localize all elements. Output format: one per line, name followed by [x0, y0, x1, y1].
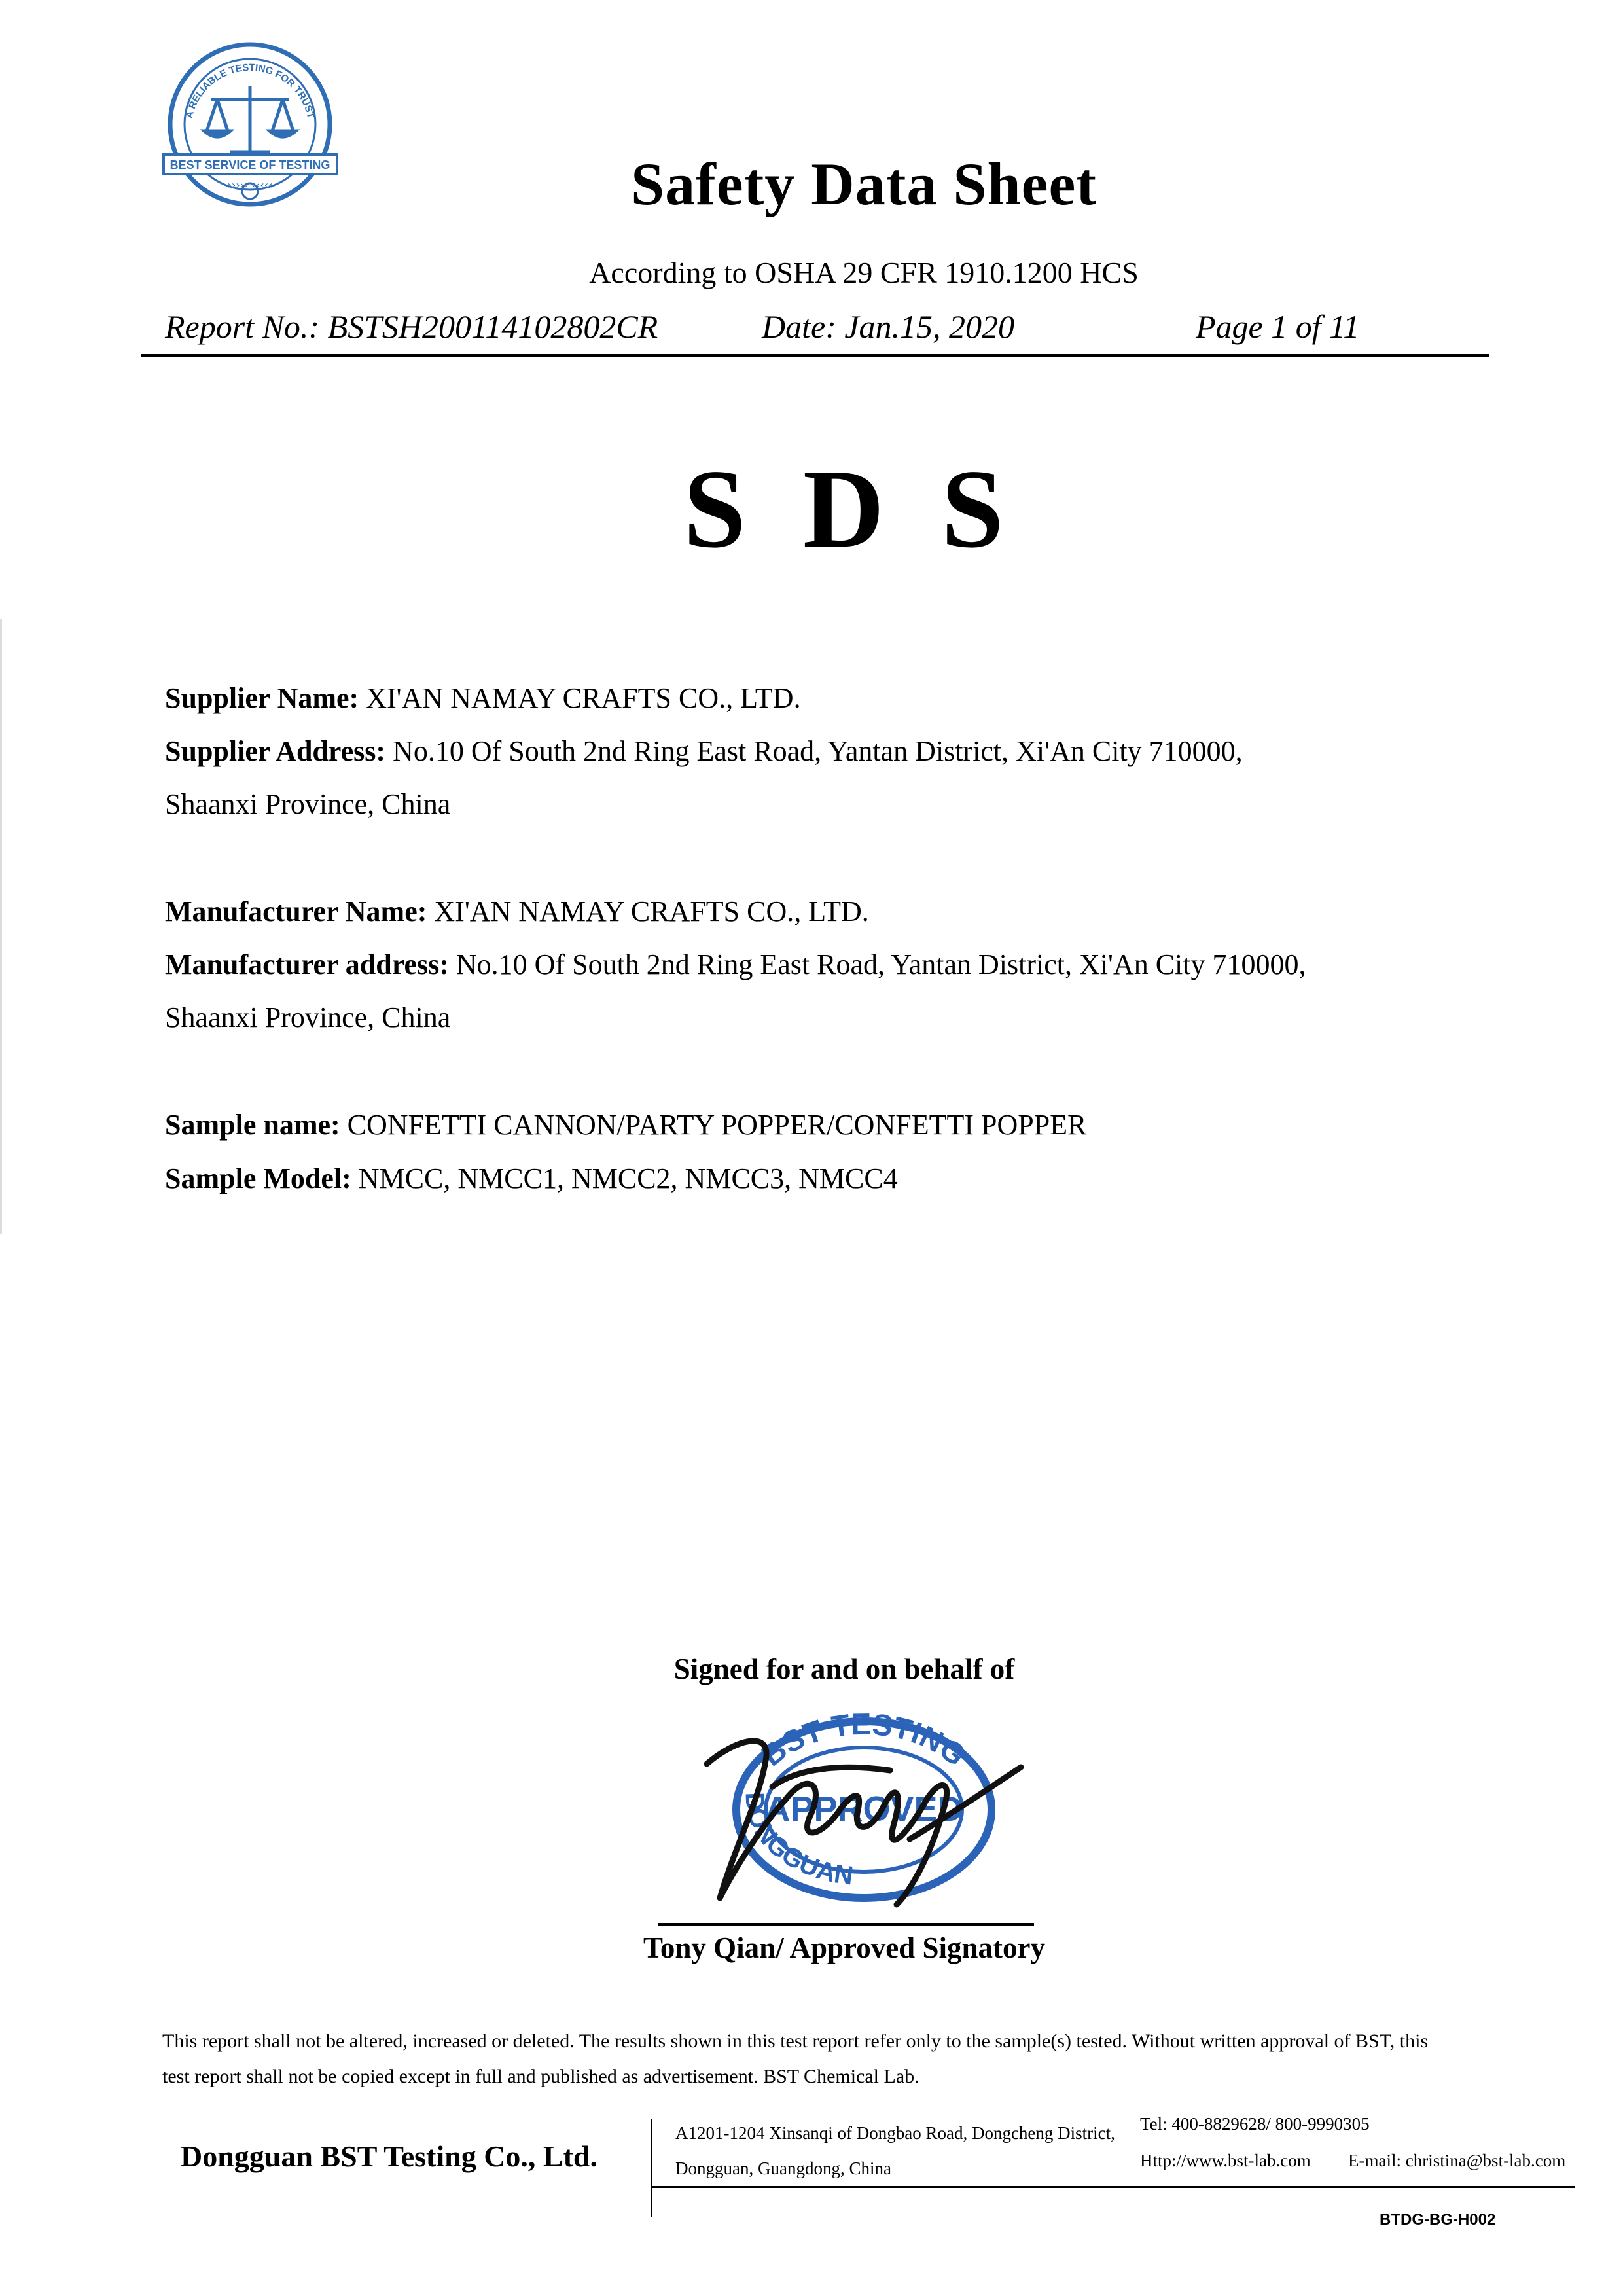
manufacturer-name-value: XI'AN NAMAY CRAFTS CO., LTD.: [427, 895, 869, 927]
sample-name-row: [165, 1111, 1086, 1139]
svg-text:››››› ‹‹‹‹‹: ››››› ‹‹‹‹‹: [227, 179, 273, 191]
supplier-name-row: [165, 684, 801, 713]
manufacturer-address-label: Manufacturer address:: [165, 948, 449, 980]
report-date: Date: Jan.15, 2020: [762, 308, 1015, 345]
company-tel: Tel: 400-8829628/ 800-9990305: [1140, 2114, 1370, 2134]
sample-model-row: [165, 1164, 898, 1193]
signed-on-behalf: Signed for and on behalf of: [673, 1653, 1015, 1685]
scales-icon: [204, 86, 296, 152]
signatory-name: Tony Qian/ Approved Signatory: [643, 1931, 1045, 1964]
logo-banner-text: BEST SERVICE OF TESTING: [169, 158, 330, 171]
supplier-name-value: XI'AN NAMAY CRAFTS CO., LTD.: [359, 682, 801, 714]
supplier-address-label: Supplier Address:: [165, 735, 386, 767]
company-address-line-2: Dongguan, Guangdong, China: [675, 2159, 891, 2178]
footer-horizontal-divider: [651, 2186, 1575, 2188]
disclaimer-line-2: test report shall not be copied except in full and published as advertisement. BST Chemical Lab.: [162, 2066, 919, 2087]
supplier-address-line2: Shaanxi Province, China: [165, 788, 451, 820]
company-name: Dongguan BST Testing Co., Ltd.: [181, 2140, 598, 2173]
company-address-line-1: A1201-1204 Xinsanqi of Dongbao Road, Dongcheng District,: [675, 2123, 1115, 2143]
sample-model-value: NMCC, NMCC1, NMCC2, NMCC3, NMCC4: [351, 1162, 898, 1194]
logo-arc-text: A RELIABLE TESTING FOR TRUST: [183, 62, 317, 120]
document-form-id: BTDG-BG-H002: [1380, 2211, 1496, 2229]
document-title: Safety Data Sheet: [631, 151, 1097, 217]
company-email: E-mail: christina@bst-lab.com: [1348, 2151, 1566, 2170]
manufacturer-name-label: Manufacturer Name:: [165, 895, 427, 927]
svg-text:BST TESTING: [755, 1707, 972, 1773]
report-info-row: [165, 308, 1360, 353]
supplier-address-row: [165, 737, 1243, 766]
stamp-top-text: BST TESTING: [755, 1706, 972, 1773]
supplier-address-value: No.10 Of South 2nd Ring East Road, Yantan District, Xi'An City 710000,: [385, 735, 1243, 767]
approved-stamp: [694, 1702, 1034, 1918]
disclaimer-line-1: This report shall not be altered, increased or deleted. The results shown in this test report refer only to the sample(s) tested. Without written approval of BST, this: [162, 2030, 1429, 2052]
signature-rule: [658, 1923, 1034, 1926]
report-number: Report No.: BSTSH200114102802CR: [165, 308, 658, 345]
stamp-center-text: APPROVED: [764, 1789, 963, 1829]
manufacturer-address-line2: Shaanxi Province, China: [165, 1001, 451, 1033]
sds-heading: S D S: [683, 447, 1018, 571]
document-subtitle: According to OSHA 29 CFR 1910.1200 HCS: [589, 256, 1139, 289]
page-edge-line: [0, 619, 2, 1234]
manufacturer-address-row: [165, 950, 1306, 979]
header-rule: [141, 354, 1489, 357]
company-website: Http://www.bst-lab.com: [1140, 2151, 1311, 2170]
manufacturer-name-row: [165, 897, 869, 926]
page-number: Page 1 of 11: [1196, 308, 1360, 345]
sample-name-label: Sample name:: [165, 1109, 340, 1141]
footer-vertical-divider: [651, 2119, 652, 2217]
supplier-name-label: Supplier Name:: [165, 682, 359, 714]
manufacturer-address-value: No.10 Of South 2nd Ring East Road, Yantan District, Xi'An City 710000,: [448, 948, 1306, 980]
sample-name-value: CONFETTI CANNON/PARTY POPPER/CONFETTI POPPER: [340, 1109, 1087, 1141]
stamp-bottom-text: DONGGUAN: [740, 1791, 855, 1891]
sample-model-label: Sample Model:: [165, 1162, 351, 1194]
